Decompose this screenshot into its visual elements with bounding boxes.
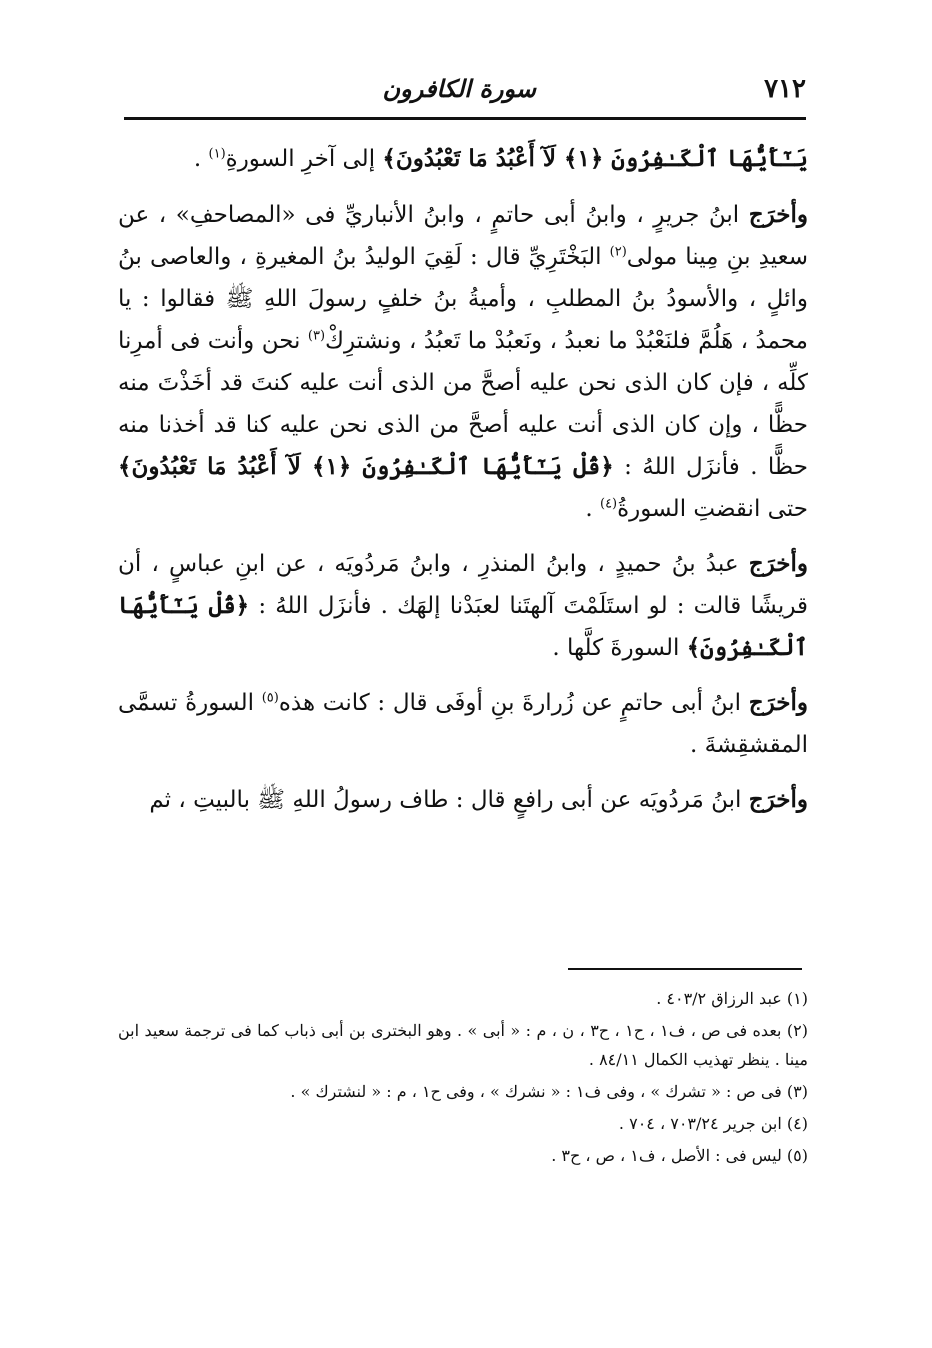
narration-paragraph-4 <box>118 779 808 821</box>
narration-paragraph-3 <box>118 682 808 766</box>
paragraph-text: نحن وأنت فى أمرِنا كلِّه ، فإن كان الذى نحن عليه أصحَّ من الذى أنت عليه كنتَ قد أخَذْتَ منه حظًّا ، وإن كان الذى أنت عليه أصحَّ من الذى نحن عليه كنا قد أخذنا منه حظًّا . فأنزَل اللهُ : <box>118 328 809 480</box>
quran-verse: ﴿قُلْ يَـٰٓأَيُّهَا ٱلْكَـٰفِرُونَ ﴿١﴾ لَآ أَعْبُدُ مَا تَعْبُدُونَ﴾ <box>118 453 614 480</box>
paragraph-text: ابنُ جريرٍ ، وابنُ أبى حاتمٍ ، وابنُ الأنباريِّ فى «المصاحفِ» ، عن سعيدِ بنِ مِينا مولى <box>118 202 809 270</box>
main-text <box>118 138 808 834</box>
footnote: (٤) ابن جرير ٧٠٣/٢٤ ، ٧٠٤ . <box>618 1114 808 1133</box>
paragraph-text: ابنُ مَردُويَه عن أبى رافعٍ قال : طاف رسولُ اللهِ ﷺ بالبيتِ ، ثم <box>149 787 749 813</box>
footnote-rule <box>568 968 802 970</box>
footnote: (٢) بعده فى ص ، ف١ ، ح١ ، ح٣ ، ن ، م : « أبى » . وهو البخترى بن أبى ذباب كما فى ترجمة سعيد ابن مينا . ينظر تهذيب الكمال ٨٤/١١ . <box>118 1021 809 1069</box>
footnotes <box>118 984 808 1173</box>
quran-verse: يَـٰٓأَيُّهَا ٱلْكَـٰفِرُونَ ﴿١﴾ لَآ أَعْبُدُ مَا تَعْبُدُونَ﴾ <box>382 145 808 172</box>
paragraph-text: ابنُ أبى حاتمٍ عن زُرارةَ بنِ أوفَى قال : كانت هذه <box>278 690 749 716</box>
footnote: (٣) فى ص : « تشرك » ، وفى ف١ : « نشرك » ، وفى ح١ ، م : « لنشترك » . <box>290 1082 808 1101</box>
paragraph-text: حتى انقضتِ السورةُ <box>617 496 808 522</box>
paragraph-text: . <box>585 496 600 522</box>
footnote-marker: (١) <box>208 146 226 162</box>
footnote: (٥) ليس فى : الأصل ، ف١ ، ص ، ح٣ . <box>551 1146 808 1165</box>
footnote-marker: (٢) <box>609 244 627 260</box>
footnote-marker: (٤) <box>599 496 618 512</box>
page-header <box>124 66 806 120</box>
running-title: سورة الكافرون <box>382 74 536 103</box>
page-number: ٧١٢ <box>764 74 806 104</box>
footnote-marker: (٣) <box>307 328 326 344</box>
opening-verse-paragraph <box>118 138 808 180</box>
footnote: (١) عبد الرزاق ٤٠٣/٢ . <box>656 989 808 1008</box>
narration-keyword: وأخرَج <box>748 689 808 716</box>
narration-keyword: وأخرَج <box>748 550 808 577</box>
quran-verse: ﴿قُلْ يَـٰٓأَيُّهَا ٱلْكَـٰفِرُونَ﴾ <box>118 592 808 661</box>
paragraph-text: . <box>193 146 209 172</box>
header-rule <box>124 117 806 120</box>
footnote-marker: (٥) <box>261 690 279 706</box>
narration-paragraph-2 <box>118 543 808 669</box>
paragraph-text: عبدُ بنُ حميدٍ ، وابنُ المنذرِ ، وابنُ مَردُويَه ، عن ابنِ عباسٍ ، أن قريشًا قالت : لو استَلَمْتَ آلهتَنا لعبَدْنا إلهَك . فأنزَل اللهُ : <box>118 551 809 619</box>
narration-keyword: وأخرَج <box>748 201 808 228</box>
paragraph-text: السورةُ تسمَّى المقشقِشةَ . <box>118 690 808 758</box>
paragraph-text: السورةَ كلَّها . <box>552 635 687 661</box>
paragraph-text: البَخْتَرِيِّ قال : لَقِيَ الوليدُ بنُ المغيرةِ ، والعاصى بنُ وائلٍ ، والأسودُ بنُ المطلبِ ، وأميةُ بنُ خلفٍ رسولَ اللهِ ﷺ فقالوا : يا محمدُ ، هَلُمَّ فلنَعْبُدْ ما نعبدُ ، ونَعبُدْ ما تَعبُدُ ، ونشترِكْ <box>118 244 808 354</box>
narration-keyword: وأخرَج <box>748 786 808 813</box>
narration-paragraph-1 <box>118 194 808 530</box>
paragraph-text: إلى آخرِ السورةِ <box>225 146 383 172</box>
